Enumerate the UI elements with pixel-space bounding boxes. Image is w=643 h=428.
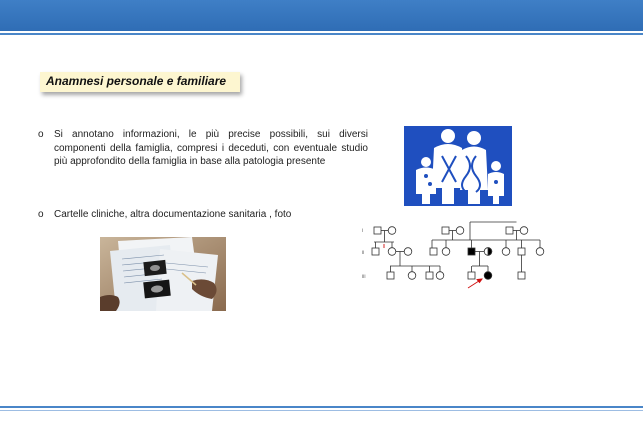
pedigree-chart: [360, 218, 560, 298]
footer-divider-thin: [0, 410, 643, 411]
generation-label: I: [362, 228, 364, 233]
header-divider: [0, 33, 643, 35]
slide-title: Anamnesi personale e familiare: [46, 74, 227, 88]
medical-records-photo: [100, 237, 226, 311]
bullet-marker: o: [38, 209, 44, 220]
bullet-marker: o: [38, 129, 44, 140]
bullet-text: Cartelle cliniche, altra documentazione sanitaria , foto: [54, 209, 292, 220]
generation-label: II: [362, 250, 365, 255]
title-box: [40, 72, 240, 92]
bullet-item: [38, 208, 368, 222]
family-genetics-logo: [404, 126, 512, 206]
generation-label: III: [362, 274, 366, 279]
header-bar: [0, 0, 643, 31]
footer-divider: [0, 406, 643, 408]
bullet-text: Si annotano informazioni, le più precise possibili, sui diversi componenti della famiglia, compresi i deceduti, con eventuale studio più approfondito della famiglia in base alla patologia presente: [54, 129, 368, 167]
bullet-item: [38, 128, 368, 169]
